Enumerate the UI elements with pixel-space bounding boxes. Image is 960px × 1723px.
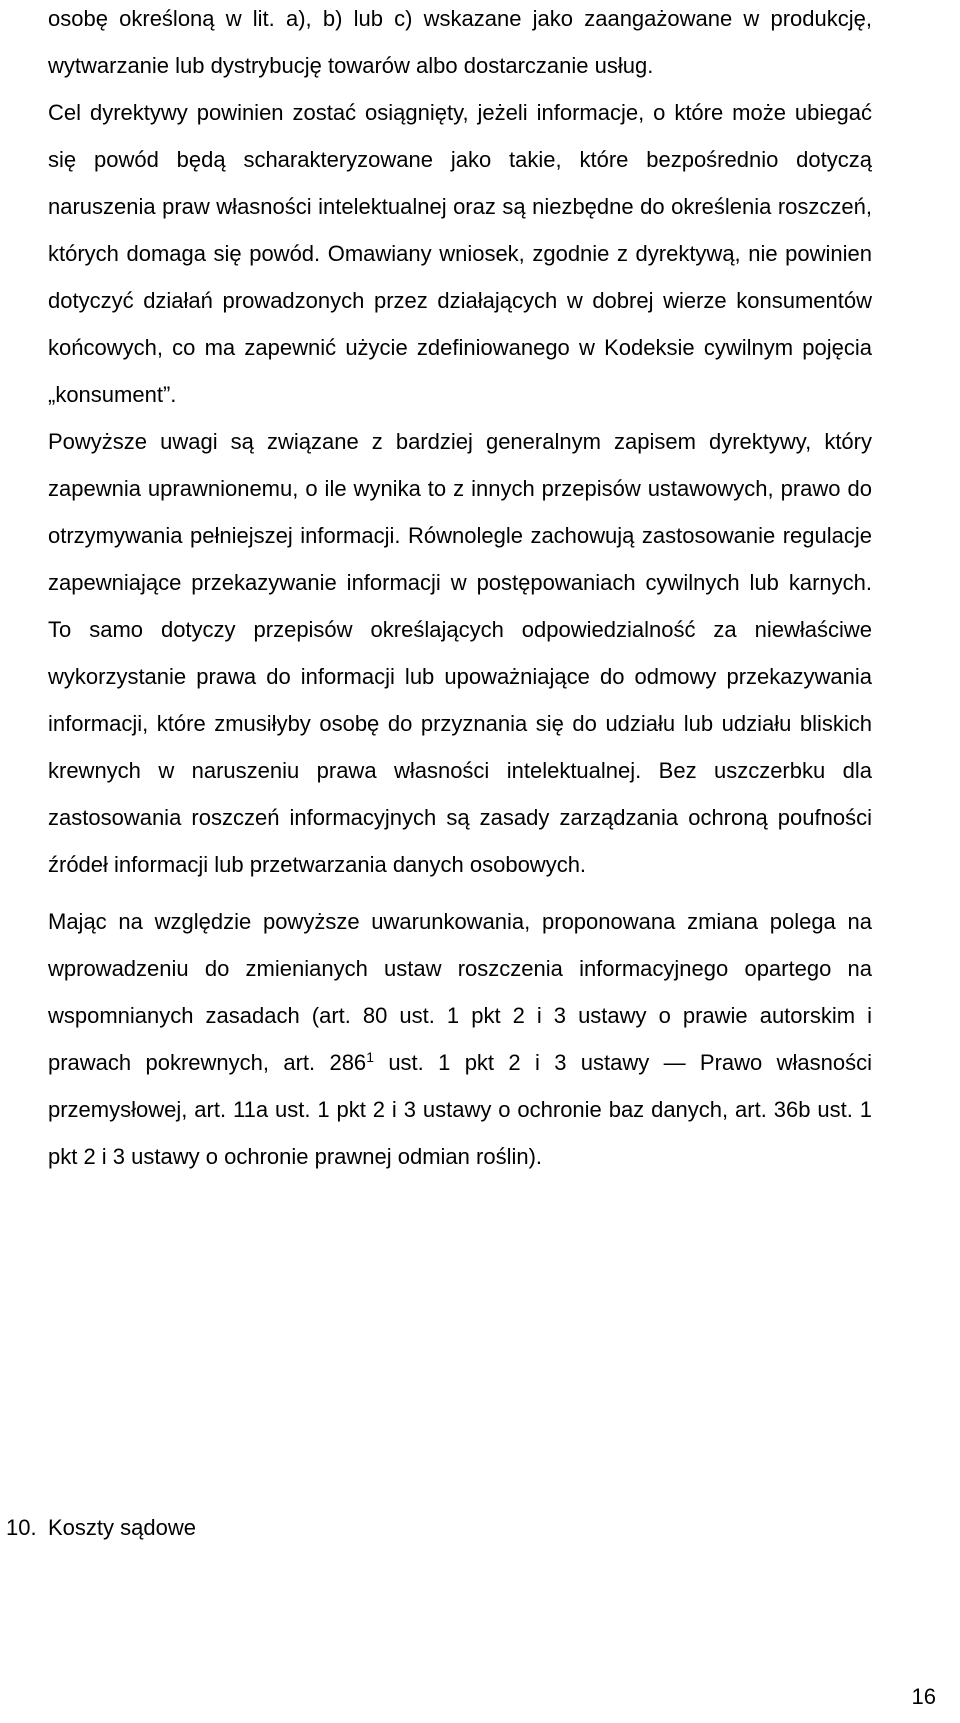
page-number: 16 [911,1684,936,1709]
paragraph-proposed-change-part2: ust. 1 pkt 2 i 3 ustawy — Prawo własności przemysłowej, art. 11a ust. 1 pkt 2 i 3 ustawy o ochronie baz danych, art. 36b ust. 1 pkt 2 i 3 ustawy o ochronie prawnej odmian roślin). [48,1050,872,1169]
section-number: 10. [6,1515,37,1540]
section-heading [6,1513,196,1543]
paragraph-general-provision: Powyższe uwagi są związane z bardziej generalnym zapisem dyrektywy, który zapewnia uprawnionemu, o ile wynika to z innych przepisów ustawowych, prawo do otrzymywania pełniejszej informacji. Równolegle zachowują zastosowanie regulacje zapewniające przekazywanie informacji w postępowaniach cywilnych lub karnych. To samo dotyczy przepisów określających odpowiedzialność za niewłaściwe wykorzystanie prawa do informacji lub upoważniające do odmowy przekazywania informacji, które zmusiłyby osobę do przyznania się do udziału lub udziału bliskich krewnych w naruszeniu prawa własności intelektualnej. Bez uszczerbku dla zastosowania roszczeń informacyjnych są zasady zarządzania ochroną poufności źródeł informacji lub przetwarzania danych osobowych. [48,429,872,877]
paragraph-continuation: osobę określoną w lit. a), b) lub c) wskazane jako zaangażowane w produkcję, wytwarzanie lub dystrybucję towarów albo dostarczanie usług. [48,6,872,78]
document-page [48,0,872,1180]
paragraph-proposed-change [48,898,872,1180]
superscript: 1 [366,1049,374,1065]
paragraph-directive-goal: Cel dyrektywy powinien zostać osiągnięty, jeżeli informacje, o które może ubiegać się powód będą scharakteryzowane jako takie, które bezpośrednio dotyczą naruszenia praw własności intelektualnej oraz są niezbędne do określenia roszczeń, których domaga się powód. Omawiany wniosek, zgodnie z dyrektywą, nie powinien dotyczyć działań prowadzonych przez działających w dobrej wierze konsumentów końcowych, co ma zapewnić użycie zdefiniowanego w Kodeksie cywilnym pojęcia „konsument”. [48,100,872,407]
paragraph-proposed-change-part1: Mając na względzie powyższe uwarunkowania, proponowana zmiana polega na wprowadzeniu do zmienianych ustaw roszczenia informacyjnego opartego na wspomnianych zasadach (art. 80 ust. 1 pkt 2 i 3 ustawy o prawie autorskim i prawach pokrewnych, art. 286 [48,909,872,1075]
section-title: Koszty sądowe [48,1515,196,1540]
